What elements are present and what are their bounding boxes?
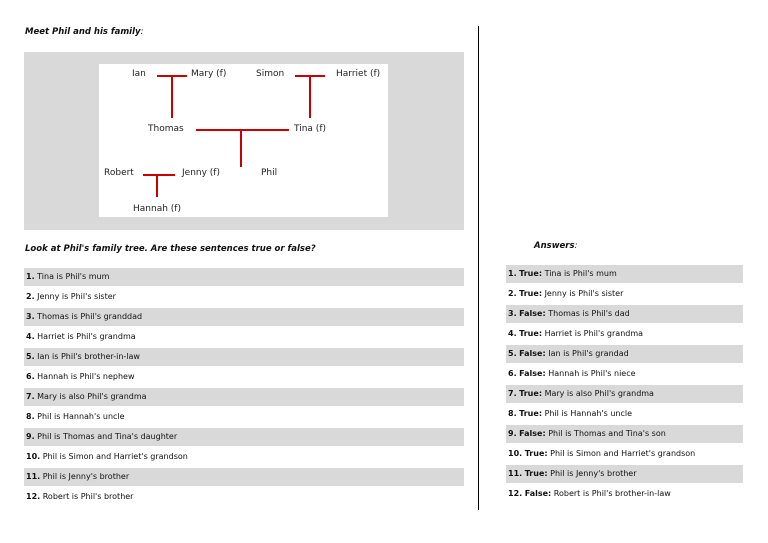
heading-colon: : — [140, 27, 144, 37]
answer-text: Phil is Jenny's brother — [550, 469, 637, 478]
family-tree-diagram — [99, 64, 388, 217]
question-text: Mary is also Phil's grandma — [37, 392, 147, 401]
question-row — [24, 448, 464, 466]
answer-number: 11. — [508, 469, 523, 478]
tree-node-jenny: Jenny (f) — [182, 168, 220, 178]
answer-text: Phil is Hannah's uncle — [544, 409, 633, 418]
answer-number: 4. — [508, 329, 517, 338]
meet-phil-heading — [25, 27, 143, 37]
question-row — [24, 468, 464, 486]
column-divider — [478, 26, 479, 510]
question-row — [24, 348, 464, 366]
answer-number: 1. — [508, 269, 517, 278]
robert-jenny-marriage-line — [143, 174, 175, 176]
answer-text: Harriet is Phil's grandma — [544, 329, 644, 338]
tree-node-robert: Robert — [104, 168, 134, 178]
thomas-tina-marriage-line — [196, 129, 289, 131]
question-number: 9. — [26, 432, 35, 441]
tree-node-phil: Phil — [261, 168, 278, 178]
tree-node-harriet: Harriet (f) — [336, 69, 381, 79]
question-number: 5. — [26, 352, 35, 361]
question-row — [24, 308, 464, 326]
answer-number: 8. — [508, 409, 517, 418]
answer-text: Phil is Simon and Harriet's grandson — [550, 449, 696, 458]
question-text: Phil is Simon and Harriet's grandson — [42, 452, 188, 461]
answers-colon: : — [574, 241, 578, 251]
question-number: 10. — [26, 452, 41, 461]
answer-row: 8. True: Phil is Hannah's uncle — [508, 409, 633, 418]
answer-verdict: True — [519, 329, 539, 338]
question-number: 1. — [26, 272, 35, 281]
answer-text: Hannah is Phil's niece — [548, 369, 636, 378]
answer-row: 4. True: Harriet is Phil's grandma — [508, 329, 644, 338]
tree-node-ian: Ian — [132, 69, 146, 79]
answer-text: Jenny is Phil's sister — [544, 289, 624, 298]
answer-number: 2. — [508, 289, 517, 298]
question-text: Tina is Phil's mum — [37, 272, 110, 281]
robert-jenny-descent-line — [156, 174, 158, 197]
answer-row: 9. False: Phil is Thomas and Tina's son — [506, 425, 743, 443]
answer-verdict: True — [524, 469, 545, 478]
tree-node-mary: Mary (f) — [191, 69, 227, 79]
question-text: Phil is Thomas and Tina's daughter — [37, 432, 178, 441]
answer-number: 9. — [508, 429, 517, 438]
question-text: Phil is Jenny's brother — [42, 472, 130, 481]
tree-node-tina: Tina (f) — [294, 124, 326, 134]
answer-number: 5. — [508, 349, 517, 358]
answer-verdict: False — [519, 349, 543, 358]
answers-heading — [534, 241, 577, 251]
simon-harriet-descent-line — [309, 75, 311, 118]
answer-number: 7. — [508, 389, 517, 398]
question-text: Harriet is Phil's grandma — [37, 332, 136, 341]
answer-verdict: False — [519, 309, 543, 318]
answer-verdict: True — [519, 269, 539, 278]
question-row — [24, 268, 464, 286]
answer-number: 3. — [508, 309, 517, 318]
tree-node-thomas: Thomas — [148, 124, 184, 134]
question-row — [24, 288, 464, 306]
answer-verdict: True — [519, 289, 539, 298]
answer-row: 12. False: Robert is Phil's brother-in-law — [508, 489, 671, 498]
answer-text: Phil is Thomas and Tina's son — [548, 429, 666, 438]
answer-row: 11. True: Phil is Jenny's brother — [506, 465, 743, 483]
question-row — [24, 408, 464, 426]
question-row — [24, 328, 464, 346]
question-number: 11. — [26, 472, 41, 481]
question-number: 7. — [26, 392, 35, 401]
answer-verdict: False — [519, 369, 543, 378]
question-text: Hannah is Phil's nephew — [37, 372, 135, 381]
question-text: Ian is Phil's brother-in-law — [37, 352, 140, 361]
question-number: 8. — [26, 412, 35, 421]
answer-row: 6. False: Hannah is Phil's niece — [508, 369, 636, 378]
answer-text: Tina is Phil's mum — [544, 269, 617, 278]
ian-mary-descent-line — [171, 75, 173, 118]
answer-verdict: True — [519, 389, 539, 398]
tree-node-simon: Simon — [256, 69, 285, 79]
question-text: Jenny is Phil's sister — [37, 292, 116, 301]
question-number: 6. — [26, 372, 35, 381]
answer-text: Mary is also Phil's grandma — [544, 389, 654, 398]
answer-row: 5. False: Ian is Phil's grandad — [506, 345, 743, 363]
question-number: 3. — [26, 312, 35, 321]
answer-row: 10. True: Phil is Simon and Harriet's grandson — [508, 449, 696, 458]
question-row — [24, 428, 464, 446]
answer-number: 6. — [508, 369, 517, 378]
answer-verdict: True — [524, 449, 545, 458]
meet-phil-title: Meet Phil and his family — [25, 27, 141, 37]
tree-node-hannah: Hannah (f) — [133, 204, 181, 214]
answer-row: 2. True: Jenny is Phil's sister — [508, 289, 624, 298]
answer-text: Robert is Phil's brother-in-law — [553, 489, 671, 498]
answer-number: 10. — [508, 449, 523, 458]
answer-row: 7. True: Mary is also Phil's grandma — [506, 385, 743, 403]
answers-title: Answers — [534, 241, 575, 251]
question-number: 12. — [26, 492, 41, 501]
question-row — [24, 488, 464, 506]
question-text: Phil is Hannah's uncle — [37, 412, 125, 421]
question-row — [24, 368, 464, 386]
question-number: 4. — [26, 332, 35, 341]
answer-row: 3. False: Thomas is Phil's dad — [506, 305, 743, 323]
answer-text: Ian is Phil's grandad — [548, 349, 629, 358]
answer-verdict: True — [519, 409, 539, 418]
answer-row: 1. True: Tina is Phil's mum — [506, 265, 743, 283]
answer-number: 12. — [508, 489, 523, 498]
question-text: Robert is Phil's brother — [42, 492, 134, 501]
question-row — [24, 388, 464, 406]
thomas-tina-descent-line — [240, 129, 242, 167]
answer-verdict: False — [524, 489, 549, 498]
questions-heading: Look at Phil's family tree. Are these sentences true or false? — [25, 244, 316, 254]
answer-verdict: False — [519, 429, 543, 438]
question-text: Thomas is Phil's granddad — [37, 312, 143, 321]
question-number: 2. — [26, 292, 35, 301]
answer-text: Thomas is Phil's dad — [548, 309, 630, 318]
